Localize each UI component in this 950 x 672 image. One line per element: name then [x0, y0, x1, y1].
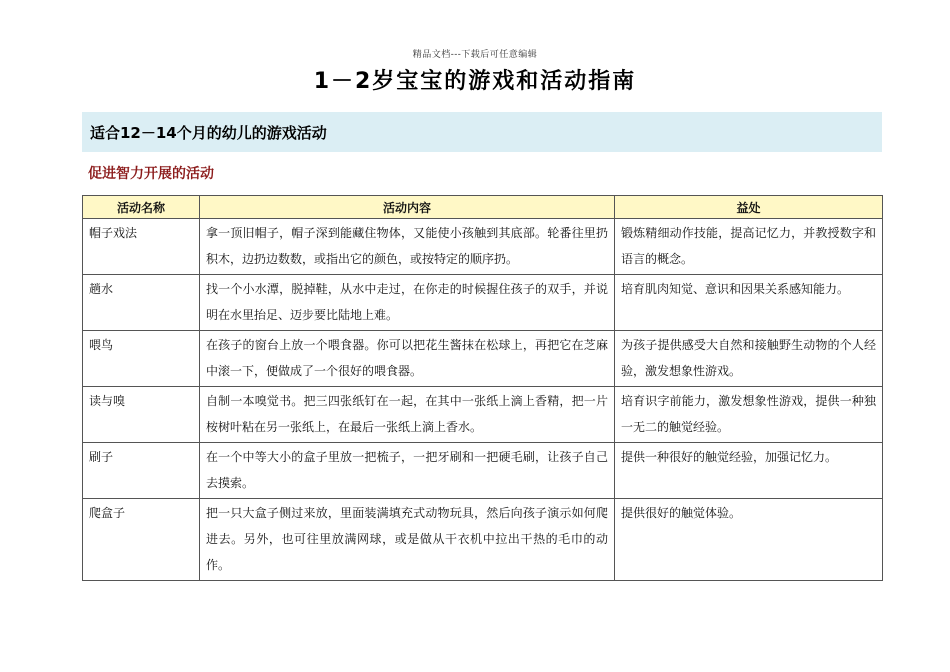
activity-name-cell: 帽子戏法 — [83, 219, 200, 275]
header-activity-content: 活动内容 — [200, 196, 615, 219]
table-row — [83, 387, 883, 443]
activity-benefit-cell: 培育识字前能力，激发想象性游戏，提供一种独一无二的触觉经验。 — [615, 387, 883, 443]
table-row — [83, 443, 883, 499]
activity-content-cell: 找一个小水潭，脱掉鞋，从水中走过，在你走的时候握住孩子的双手，并说明在水里抬足、迈步要比陆地上难。 — [200, 275, 615, 331]
activity-name-cell: 刷子 — [83, 443, 200, 499]
header-benefit: 益处 — [615, 196, 883, 219]
sub-heading: 促进智力开展的活动 — [88, 166, 214, 182]
section-heading-text: 适合12－14个月的幼儿的游戏活动 — [90, 123, 327, 142]
activity-benefit-cell: 提供很好的触觉体验。 — [615, 499, 883, 581]
activity-name-cell: 读与嗅 — [83, 387, 200, 443]
page-header: 精品文档---下载后可任意编辑 — [412, 50, 538, 60]
activity-content-cell: 在一个中等大小的盒子里放一把梳子，一把牙刷和一把硬毛刷，让孩子自己去摸索。 — [200, 443, 615, 499]
section-heading — [82, 112, 882, 152]
activity-name-cell: 爬盒子 — [83, 499, 200, 581]
activity-benefit-cell: 锻炼精细动作技能，提高记忆力，并教授数字和语言的概念。 — [615, 219, 883, 275]
document-title: 1－2岁宝宝的游戏和活动指南 — [313, 69, 637, 94]
activity-benefit-cell: 培育肌肉知觉、意识和因果关系感知能力。 — [615, 275, 883, 331]
activities-table — [82, 195, 883, 581]
table-header-row — [83, 196, 883, 219]
activity-content-cell: 拿一顶旧帽子，帽子深到能藏住物体，又能使小孩触到其底部。轮番往里扔积木，边扔边数数，或指出它的颜色，或按特定的顺序扔。 — [200, 219, 615, 275]
table-row — [83, 331, 883, 387]
table-row — [83, 219, 883, 275]
activity-benefit-cell: 为孩子提供感受大自然和接触野生动物的个人经验，激发想象性游戏。 — [615, 331, 883, 387]
activity-benefit-cell: 提供一种很好的触觉经验，加强记忆力。 — [615, 443, 883, 499]
activity-content-cell: 在孩子的窗台上放一个喂食器。你可以把花生酱抹在松球上，再把它在芝麻中滚一下，便做成了一个很好的喂食器。 — [200, 331, 615, 387]
header-activity-name: 活动名称 — [83, 196, 200, 219]
table-row — [83, 499, 883, 581]
activity-name-cell: 趟水 — [83, 275, 200, 331]
activity-name-cell: 喂鸟 — [83, 331, 200, 387]
activity-content-cell: 自制一本嗅觉书。把三四张纸钉在一起，在其中一张纸上滴上香精，把一片桉树叶粘在另一张纸上，在最后一张纸上滴上香水。 — [200, 387, 615, 443]
activity-content-cell: 把一只大盒子侧过来放，里面装满填充式动物玩具，然后向孩子演示如何爬进去。另外，也可往里放满网球，或是做从干衣机中拉出干热的毛巾的动作。 — [200, 499, 615, 581]
table-row — [83, 275, 883, 331]
